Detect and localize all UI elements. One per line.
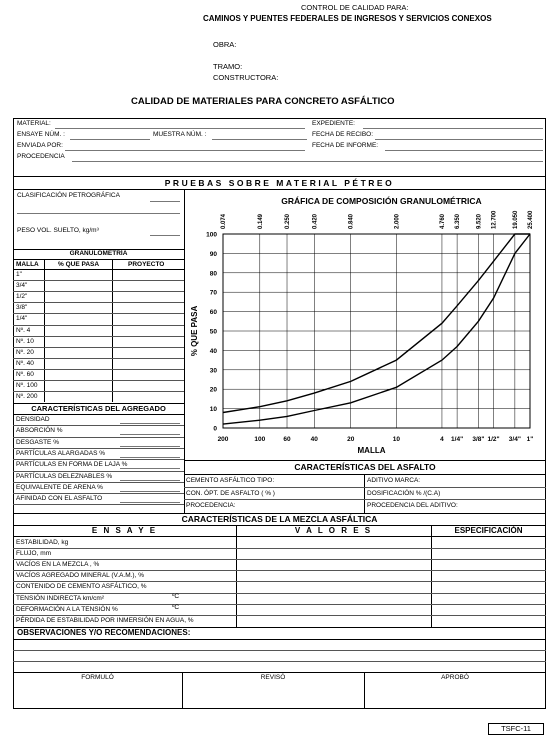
malla-label: Nº. 20 [16,348,34,356]
agregado-field[interactable] [120,457,180,458]
label-peso-vol: PESO VOL. SUELTO, kg/m³ [17,227,99,234]
divider [364,474,365,513]
mezcla-espec-cell[interactable] [432,615,545,626]
label-expediente: EXPEDIENTE: [312,120,355,127]
cell-pasa[interactable] [45,391,112,402]
top-tick-label: 9.520 [476,213,483,229]
asfalto-left-1: CON. ÓPT. DE ASFALTO ( % ) [186,490,275,497]
divider [13,482,184,483]
col-pasa: % QUE PASA [58,261,100,268]
col-especificacion: ESPECIFICACIÓN [454,526,523,535]
top-tick-label: 0.840 [348,213,355,229]
divider [184,487,546,488]
cell-pasa[interactable] [45,380,112,391]
top-tick-label: 0.250 [285,213,292,229]
x-axis-label: MALLA [357,446,386,455]
bottom-tick-label: 10 [392,436,400,443]
header-line1: CONTROL DE CALIDAD PARA: [301,3,409,12]
mezcla-espec-cell[interactable] [432,570,545,581]
header-tramo: TRAMO: [213,62,243,71]
label-muestra-num: MUESTRA NÚM. : [153,131,207,138]
series-line-0 [223,234,530,413]
cell-pasa[interactable] [45,336,112,347]
field-fecha-recibo[interactable] [375,139,543,140]
divider [184,460,546,461]
mezcla-valor-cell[interactable] [237,615,430,626]
observaciones-line-2[interactable] [13,661,546,662]
divider [184,474,546,475]
top-tick-label: 0.074 [221,213,227,229]
divider [13,471,184,472]
y-tick-label: 70 [209,289,217,297]
observaciones-label: OBSERVACIONES Y/O RECOMENDACIONES: [17,628,191,637]
firma-formulo: FORMULÓ [81,674,114,681]
divider [13,259,184,260]
cell-pasa[interactable] [45,280,112,291]
asfalto-left-0: CEMENTO ASFÁLTICO TIPO: [186,477,275,484]
top-tick-label: 19.050 [512,210,519,229]
divider [13,414,184,415]
bottom-tick-label: 1/2" [487,436,500,443]
asfalto-right-1: DOSIFICACIÓN % /(C.A) [367,490,441,497]
field-expediente[interactable] [363,128,543,129]
malla-label: Nº. 100 [16,382,38,389]
mezcla-espec-cell[interactable] [432,537,545,548]
field-peso-vol[interactable] [150,235,180,236]
chart-title: GRÁFICA DE COMPOSICIÓN GRANULOMÉTRICA [281,196,482,206]
bottom-tick-label: 20 [347,436,355,443]
cell-proyecto[interactable] [113,336,184,347]
cell-pasa[interactable] [45,369,112,380]
page-title: CALIDAD DE MATERIALES PARA CONCRETO ASFÁLTICO [131,96,395,107]
field-material[interactable] [55,128,305,129]
top-tick-label: 6.350 [455,213,462,229]
mezcla-espec-cell[interactable] [432,559,545,570]
unit-c-1: ºC [172,593,180,600]
col-malla: MALLA [16,261,39,268]
mezcla-label: FLUJO, mm [16,550,52,558]
bottom-tick-label: 4 [440,436,444,443]
agregado-label: EQUIVALENTE DE ARENA % [16,483,103,491]
mezcla-label: DEFORMACIÓN A LA TENSIÓN % [16,605,118,613]
malla-label: Nº. 60 [16,370,34,378]
cell-pasa[interactable] [45,291,112,302]
agregado-label: ABSORCIÓN % [16,427,63,435]
mezcla-valor-cell[interactable] [237,559,430,570]
top-tick-label: 0.420 [312,213,319,229]
cell-proyecto[interactable] [113,358,184,369]
mezcla-valor-cell[interactable] [237,581,430,592]
label-ensaye-num: ENSAYE NÚM. : [17,131,65,138]
label-procedencia: PROCEDENCIA [17,153,65,160]
label-material: MATERIAL: [17,120,51,127]
cell-proyecto[interactable] [113,302,184,313]
cell-pasa[interactable] [45,313,112,324]
agregado-label: AFINIDAD CON EL ASFALTO [16,495,103,503]
bottom-tick-label: 1" [526,436,534,443]
unit-c-2: ºC [172,604,180,611]
y-tick-label: 90 [209,250,217,258]
agregado-field[interactable] [120,423,180,424]
mezcla-espec-cell[interactable] [432,593,545,604]
bottom-tick-label: 40 [310,436,318,443]
mezcla-label: TENSIÓN INDIRECTA km/cm² [16,594,104,602]
mezcla-label: PÉRDIDA DE ESTABILIDAD POR INMERSIÓN EN AGUA, % [16,616,194,624]
asfalto-right-2: PROCEDENCIA DEL ADITIVO: [367,502,458,509]
granulometria-title: GRANULOMETRÍA [69,250,128,257]
bottom-tick-label: 60 [283,436,291,443]
field-ensaye-num[interactable] [70,139,150,140]
cell-proyecto[interactable] [113,347,184,358]
y-tick-label: 10 [209,406,217,414]
agregado-title: CARACTERÍSTICAS DEL AGREGADO [31,404,166,413]
firma-aprobo: APROBÓ [441,674,469,681]
mezcla-espec-cell[interactable] [432,604,545,615]
header-line2: CAMINOS Y PUENTES FEDERALES DE INGRESOS Y SERVICIOS CONEXOS [203,14,492,23]
header-constructora: CONSTRUCTORA: [213,73,279,82]
mezcla-espec-cell[interactable] [432,548,545,559]
divider [13,493,184,494]
top-tick-label: 12.700 [491,210,498,229]
granulometry-chart [185,190,545,460]
col-proyecto: PROYECTO [128,261,165,268]
divider [184,499,546,500]
y-tick-label: 20 [209,386,217,394]
mezcla-label: ESTABILIDAD, kg [16,539,69,546]
field-enviada-por[interactable] [65,150,305,151]
y-tick-label: 40 [209,347,217,355]
mezcla-valor-cell[interactable] [237,548,430,559]
header-obra: OBRA: [213,40,237,49]
bottom-tick-label: 3/4" [508,436,521,443]
agregado-label: DESGASTE % [16,438,59,446]
agregado-field[interactable] [120,434,180,435]
bottom-tick-label: 1/4" [451,436,464,443]
field-procedencia[interactable] [72,161,543,162]
agregado-label: PARTÍCULAS ALARGADAS % [16,449,105,457]
cell-proyecto[interactable] [113,291,184,302]
malla-label: Nº. 10 [16,337,34,345]
field-muestra-num[interactable] [212,139,307,140]
bottom-tick-label: 200 [217,436,229,443]
y-tick-label: 50 [209,328,217,336]
label-enviada-por: ENVIADA POR: [17,142,63,149]
divider [13,437,184,438]
cell-pasa[interactable] [45,302,112,313]
top-tick-label: 25.400 [528,210,534,229]
agregado-label: DENSIDAD [16,416,50,423]
y-tick-label: 30 [209,367,217,375]
observaciones-line-1[interactable] [13,650,546,651]
malla-label: Nº. 4 [16,326,31,334]
mezcla-valor-cell[interactable] [237,537,430,548]
divider [13,176,546,177]
y-tick-label: 80 [209,270,217,278]
mezcla-espec-cell[interactable] [432,581,545,592]
cell-pasa[interactable] [45,347,112,358]
top-tick-label: 0.149 [257,213,264,229]
section-petreo-title: PRUEBAS SOBRE MATERIAL PÉTREO [164,178,395,188]
mezcla-label: CONTENIDO DE CEMENTO ASFÁLTICO, % [16,583,147,591]
agregado-field[interactable] [120,502,180,503]
cell-pasa[interactable] [45,269,112,280]
agregado-label: PARTÍCULAS DELEZNABLES % [16,472,113,480]
firma-reviso: REVISÓ [260,674,286,681]
agregado-field[interactable] [120,446,180,447]
bottom-tick-label: 100 [254,436,266,443]
cell-proyecto[interactable] [113,369,184,380]
mezcla-valor-cell[interactable] [237,593,430,604]
malla-label: 1/4" [16,315,28,323]
y-tick-label: 100 [206,231,217,239]
field-clasificacion[interactable] [150,201,180,202]
asfalto-title: CARACTERÍSTICAS DEL ASFALTO [294,462,436,472]
malla-label: 3/4" [16,282,28,290]
label-fecha-recibo: FECHA DE RECIBO: [312,131,374,138]
agregado-field[interactable] [120,480,180,481]
asfalto-right-0: ADITIVO MARCA: [367,477,421,484]
cell-proyecto[interactable] [113,325,184,336]
col-ensaye: E N S A Y E [91,526,158,535]
mezcla-label: VACÍOS AGREGADO MINERAL (V.A.M.), % [16,572,144,580]
malla-label: Nº. 40 [16,359,34,367]
agregado-field[interactable] [120,468,180,469]
top-tick-label: 4.760 [439,213,446,229]
bottom-tick-label: 3/8" [472,436,485,443]
divider [13,448,184,449]
cell-pasa[interactable] [45,358,112,369]
label-fecha-informe: FECHA DE INFORME: [312,142,379,149]
col-valores: V A L O R E S [294,526,373,535]
top-tick-label: 2.000 [394,213,401,229]
divider [13,504,184,505]
y-tick-label: 60 [209,309,217,317]
agregado-field[interactable] [120,491,180,492]
asfalto-left-2: PROCEDENCIA: [186,502,236,509]
agregado-label: PARTÍCULAS EN FORMA DE LAJA % [16,461,128,469]
cell-proyecto[interactable] [113,280,184,291]
y-axis-label: % QUE PASA [190,305,199,357]
series-line-1 [223,234,530,424]
y-tick-label: 0 [213,425,217,433]
field-clasificacion-2[interactable] [17,213,180,214]
mezcla-label: VACÍOS EN LA MEZCLA , % [16,561,100,569]
cell-pasa[interactable] [45,325,112,336]
cell-proyecto[interactable] [113,269,184,280]
form-code: TSFC-11 [488,723,544,735]
label-clasificacion: CLASIFICACIÓN PETROGRÁFICA [17,192,120,199]
field-fecha-informe[interactable] [385,150,543,151]
mezcla-title: CARACTERÍSTICAS DE LA MEZCLA ASFÁLTICA [181,514,378,524]
cell-proyecto[interactable] [113,391,184,402]
malla-label: 3/8" [16,304,28,312]
malla-label: 1/2" [16,293,28,301]
malla-label: 1" [16,271,22,278]
malla-label: Nº. 200 [16,393,38,401]
divider [13,639,546,640]
divider [13,672,546,673]
cell-proyecto[interactable] [113,380,184,391]
mezcla-valor-cell[interactable] [237,604,430,615]
mezcla-valor-cell[interactable] [237,570,430,581]
cell-proyecto[interactable] [113,313,184,324]
